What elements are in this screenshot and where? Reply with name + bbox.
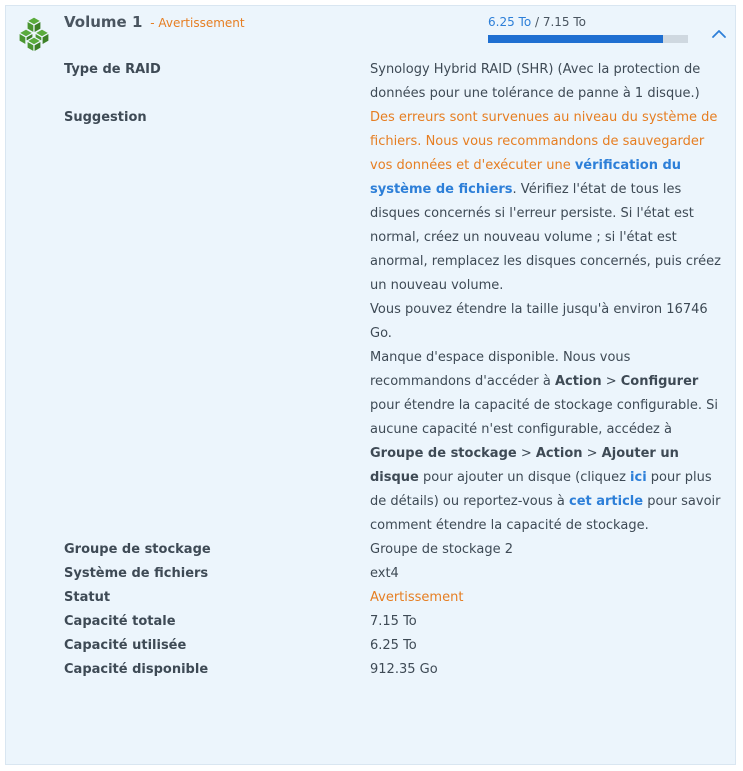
used-capacity-label: Capacité utilisée bbox=[64, 638, 187, 653]
menu-configure: Configurer bbox=[620, 374, 699, 389]
suggestion-space-text-5: pour savoir comment étendre la capacité de stockage. bbox=[370, 494, 721, 533]
usage-bar bbox=[488, 35, 688, 43]
suggestion-label: Suggestion bbox=[64, 110, 147, 125]
menu-gt-3: > bbox=[582, 446, 602, 461]
menu-add-disk: Ajouter un disque bbox=[370, 446, 679, 485]
available-capacity-value: 912.35 Go bbox=[370, 662, 438, 677]
cubes-icon bbox=[16, 16, 52, 52]
menu-gt-1: > bbox=[601, 374, 621, 389]
suggestion-expand-text: Vous pouvez étendre la taille jusqu'à environ 16746 Go. bbox=[370, 302, 708, 341]
status-value: Avertissement bbox=[370, 590, 464, 605]
volume-status-badge: Avertissement bbox=[158, 16, 245, 30]
usage-separator: / bbox=[531, 15, 543, 29]
suggestion-space-text-2: pour étendre la capacité de stockage configurable. Si aucune capacité n'est configurable, accédez à bbox=[370, 398, 719, 437]
total-capacity-value: 7.15 To bbox=[370, 614, 417, 629]
used-capacity-value: 6.25 To bbox=[370, 638, 417, 653]
usage-bar-fill bbox=[488, 35, 663, 43]
suggestion-space-text-3: pour ajouter un disque (cliquez bbox=[418, 470, 631, 485]
usage-used: 6.25 To bbox=[488, 15, 532, 29]
usage-text bbox=[488, 15, 586, 29]
fs-check-link[interactable]: vérification du système de fichiers bbox=[370, 158, 682, 197]
suggestion-space-text-4: pour plus de détails) ou reportez-vous à bbox=[370, 470, 712, 509]
detail-row-storage-pool bbox=[64, 538, 724, 562]
suggestion-after-link: . Vérifiez l'état de tous les disques concernés si l'erreur persiste. Si l'état est normal, créez un nouveau volume ; si l'état est anormal, remplacez les disques concernés, puis créez un nouveau volume. bbox=[370, 182, 721, 293]
menu-action-1: Action bbox=[554, 374, 602, 389]
title-separator: - bbox=[146, 16, 159, 30]
article-link[interactable]: cet article bbox=[568, 494, 644, 509]
detail-row-filesystem bbox=[64, 562, 724, 586]
detail-row-suggestion bbox=[64, 106, 724, 538]
suggestion-value bbox=[370, 106, 724, 538]
volume-title: Volume 1 bbox=[64, 13, 143, 31]
suggestion-space-text-1: Manque d'espace disponible. Nous vous recommandons d'accéder à bbox=[370, 350, 631, 389]
available-capacity-label: Capacité disponible bbox=[64, 662, 209, 677]
filesystem-label: Système de fichiers bbox=[64, 566, 209, 581]
status-label: Statut bbox=[64, 590, 111, 605]
volume-header bbox=[64, 13, 245, 31]
here-link[interactable]: ici bbox=[630, 470, 647, 485]
volume-panel bbox=[5, 5, 736, 765]
storage-pool-label: Groupe de stockage bbox=[64, 542, 211, 557]
usage-total: 7.15 To bbox=[542, 15, 587, 29]
detail-row-raid bbox=[64, 58, 724, 106]
detail-row-available-capacity bbox=[64, 658, 724, 682]
detail-row-total-capacity bbox=[64, 610, 724, 634]
total-capacity-label: Capacité totale bbox=[64, 614, 176, 629]
raid-label: Type de RAID bbox=[64, 62, 161, 77]
raid-value: Synology Hybrid RAID (SHR) (Avec la protection de données pour une tolérance de panne à 1 disque.) bbox=[370, 62, 701, 101]
menu-action-2: Action bbox=[535, 446, 583, 461]
detail-row-status bbox=[64, 586, 724, 610]
menu-storage-group: Groupe de stockage bbox=[370, 446, 517, 461]
details-list bbox=[64, 58, 724, 682]
suggestion-error-text: Des erreurs sont survenues au niveau du système de fichiers. Nous vous recommandons de sauvegarder vos données et d'exécuter une bbox=[370, 110, 718, 173]
chevron-up-icon[interactable] bbox=[709, 26, 729, 42]
filesystem-value: ext4 bbox=[370, 566, 399, 581]
storage-pool-value: Groupe de stockage 2 bbox=[370, 542, 513, 557]
menu-gt-2: > bbox=[516, 446, 536, 461]
detail-row-used-capacity bbox=[64, 634, 724, 658]
